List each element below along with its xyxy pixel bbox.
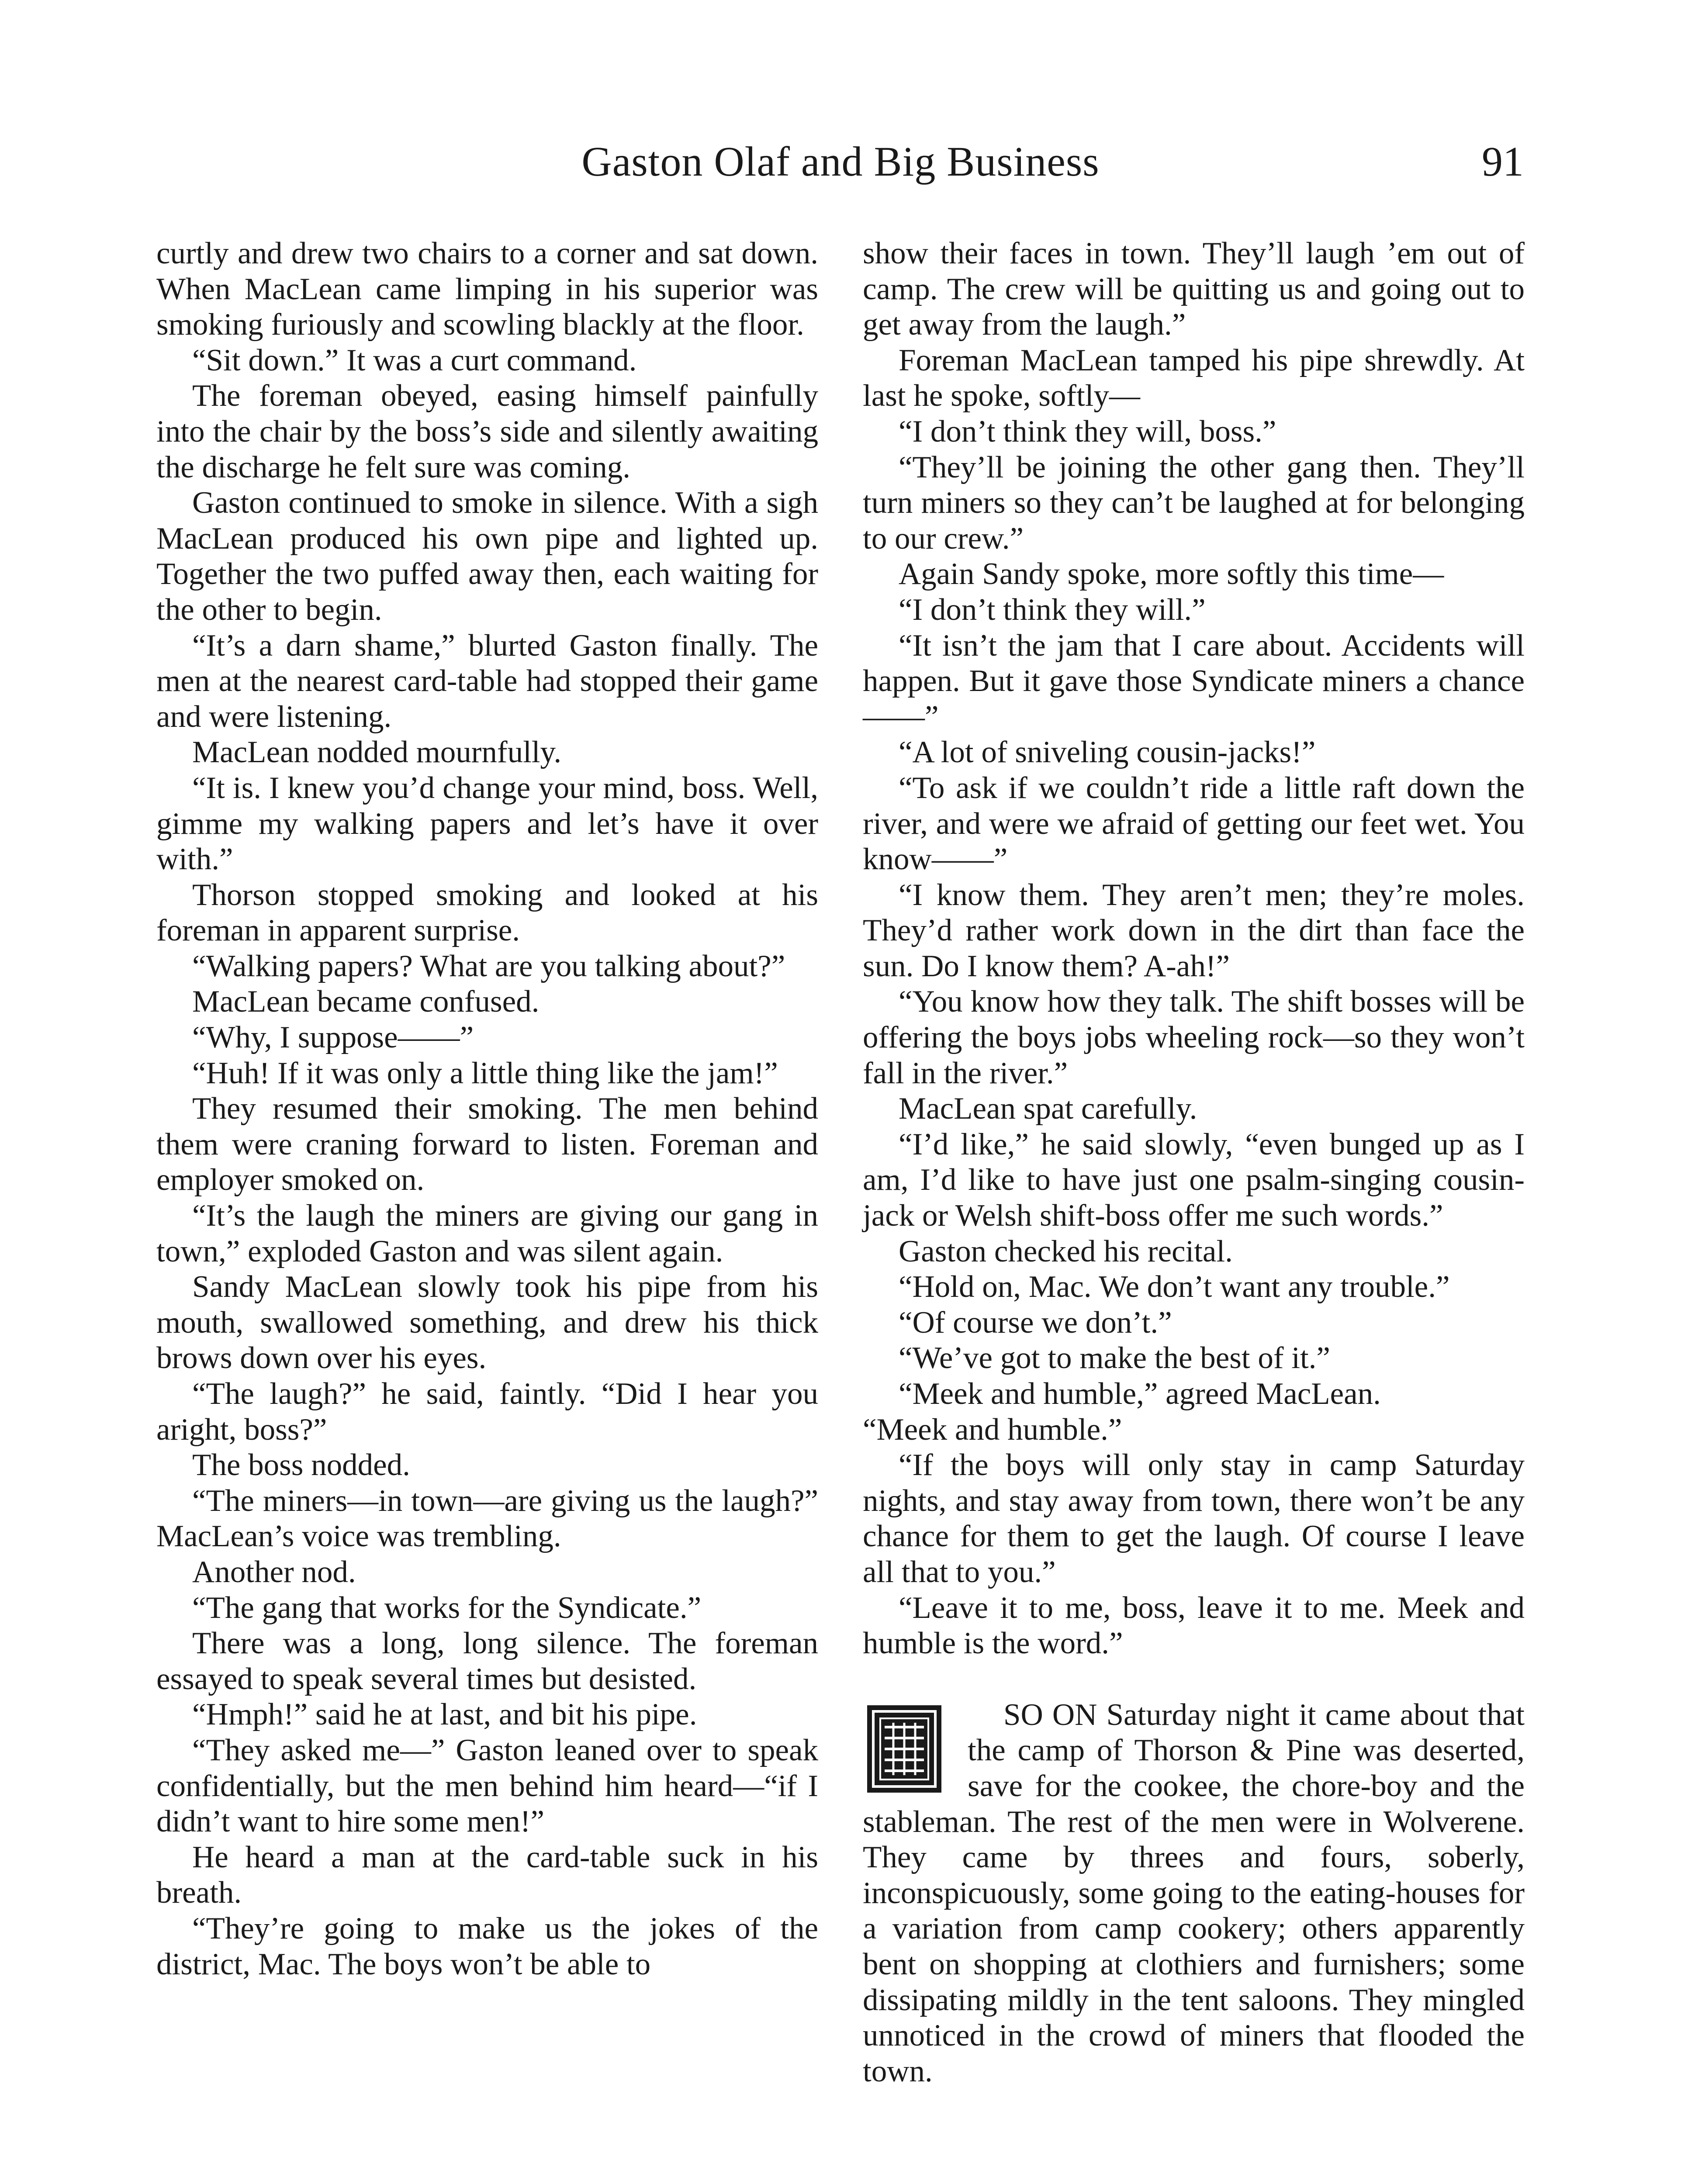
paragraph: MacLean nodded mournfully. — [192, 735, 562, 770]
page-number: 91 — [1482, 138, 1524, 185]
paragraph: “The laugh?” he said, faintly. “Did I hear you aright, boss?” — [156, 1377, 818, 1447]
paragraph: “It is. I knew you’d change your mind, boss. Well, gimme my walking papers and let’s have it over with.” — [156, 771, 818, 877]
right-column-paragraphs — [863, 236, 1525, 1662]
paragraph: “A lot of sniveling cousin-jacks!” — [899, 735, 1316, 770]
page-header — [157, 135, 1524, 188]
paragraph: “We’ve got to make the best of it.” — [899, 1341, 1330, 1375]
ornamental-initial-icon — [867, 1705, 941, 1793]
paragraph: “Huh! If it was only a little thing like the jam!” — [192, 1056, 778, 1090]
paragraph: “They’re going to make us the jokes of the district, Mac. The boys won’t be able to — [156, 1911, 818, 1981]
left-column — [156, 236, 818, 1982]
right-column — [863, 236, 1525, 2089]
section-two — [863, 1697, 1525, 2090]
paragraph: show their faces in town. They’ll laugh ’em out of camp. The crew will be quitting us and going out to get away from the laugh.” — [863, 236, 1525, 342]
paragraph: Sandy MacLean slowly took his pipe from his mouth, swallowed something, and drew his thick brows down over his eyes. — [156, 1270, 818, 1375]
running-title: Gaston Olaf and Big Business — [581, 138, 1100, 185]
paragraph: “It isn’t the jam that I care about. Accidents will happen. But it gave those Syndicate miners a chance——” — [863, 628, 1525, 734]
paragraph: Thorson stopped smoking and looked at his foreman in apparent surprise. — [156, 878, 818, 948]
paragraph: “Of course we don’t.” — [899, 1305, 1172, 1340]
paragraph: “To ask if we couldn’t ride a little raft down the river, and were we afraid of getting our feet wet. You know——” — [863, 771, 1525, 877]
paragraph: “It’s a darn shame,” blurted Gaston finally. The men at the nearest card-table had stopped their game and were listening. — [156, 628, 818, 734]
paragraph: “It’s the laugh the miners are giving our gang in town,” exploded Gaston and was silent again. — [156, 1199, 818, 1268]
paragraph: MacLean spat carefully. — [899, 1092, 1197, 1126]
paragraph: “Meek and humble.” — [863, 1412, 1122, 1447]
paragraph: MacLean became confused. — [192, 985, 540, 1019]
paragraph: The boss nodded. — [192, 1448, 410, 1482]
paragraph: Gaston continued to smoke in silence. With a sigh MacLean produced his own pipe and lighted up. Together the two puffed away then, each waiting for the other to begin. — [156, 486, 818, 627]
paragraph: curtly and drew two chairs to a corner and sat down. When MacLean came limping in his superior was smoking furiously and scowling blackly at the floor. — [156, 236, 818, 342]
paragraph: “Hold on, Mac. We don’t want any trouble.” — [899, 1270, 1450, 1304]
paragraph: “Meek and humble,” agreed MacLean. — [899, 1377, 1381, 1411]
paragraph: “They asked me—” Gaston leaned over to speak confidentially, but the men behind him heard—“if I didn’t want to hire some men!” — [156, 1733, 818, 1839]
section-two-paragraph: SO ON Saturday night it came about that the camp of Thorson & Pine was deserted, save for the cookee, the chore-boy and the stableman. The rest of the men were in Wolverene. They came by threes and fours, soberly, inconspicuously, some going to the eating-houses for a variation from camp cookery; others apparently bent on shopping at clothiers and furnishers; some dissipating mildly in the tent saloons. They mingled unnoticed in the crowd of miners that flooded the town. — [863, 1697, 1525, 2088]
paragraph: There was a long, long silence. The foreman essayed to speak several times but desisted. — [156, 1626, 818, 1696]
paragraph: “Why, I suppose——” — [192, 1020, 474, 1055]
paragraph: “They’ll be joining the other gang then. They’ll turn miners so they can’t be laughed at for belonging to our crew.” — [863, 450, 1525, 556]
paragraph: “Leave it to me, boss, leave it to me. Meek and humble is the word.” — [863, 1590, 1525, 1661]
paragraph: “Sit down.” It was a curt command. — [192, 343, 637, 377]
paragraph: “I don’t think they will.” — [899, 592, 1206, 627]
paragraph: “The miners—in town—are giving us the laugh?” MacLean’s voice was trembling. — [156, 1483, 818, 1554]
paragraph: Gaston checked his recital. — [899, 1234, 1233, 1268]
paragraph: Another nod. — [192, 1555, 356, 1589]
paragraph: “Hmph!” said he at last, and bit his pipe. — [192, 1697, 697, 1732]
paragraph: Again Sandy spoke, more softly this time— — [899, 557, 1444, 591]
paragraph: “I don’t think they will, boss.” — [899, 414, 1276, 449]
paragraph: “The gang that works for the Syndicate.” — [192, 1590, 702, 1625]
paragraph: He heard a man at the card-table suck in his breath. — [156, 1840, 818, 1910]
paragraph: “I know them. They aren’t men; they’re moles. They’d rather work down in the dirt than face the sun. Do I know them? A-ah!” — [863, 878, 1525, 983]
paragraph: “You know how they talk. The shift bosses will be offering the boys jobs wheeling rock—so they won’t fall in the river.” — [863, 985, 1525, 1090]
paragraph: Foreman MacLean tamped his pipe shrewdly. At last he spoke, softly— — [863, 343, 1525, 413]
paragraph: The foreman obeyed, easing himself painfully into the chair by the boss’s side and silently awaiting the discharge he felt sure was coming. — [156, 379, 818, 484]
paragraph: “Walking papers? What are you talking about?” — [192, 949, 785, 983]
paragraph: They resumed their smoking. The men behind them were craning forward to listen. Foreman and employer smoked on. — [156, 1092, 818, 1197]
paragraph: “If the boys will only stay in camp Saturday nights, and stay away from town, there won’t be any chance for them to get the laugh. Of course I leave all that to you.” — [863, 1448, 1525, 1589]
paragraph: “I’d like,” he said slowly, “even bunged up as I am, I’d like to have just one psalm-singing cousin-jack or Welsh shift-boss offer me such words.” — [863, 1127, 1525, 1233]
